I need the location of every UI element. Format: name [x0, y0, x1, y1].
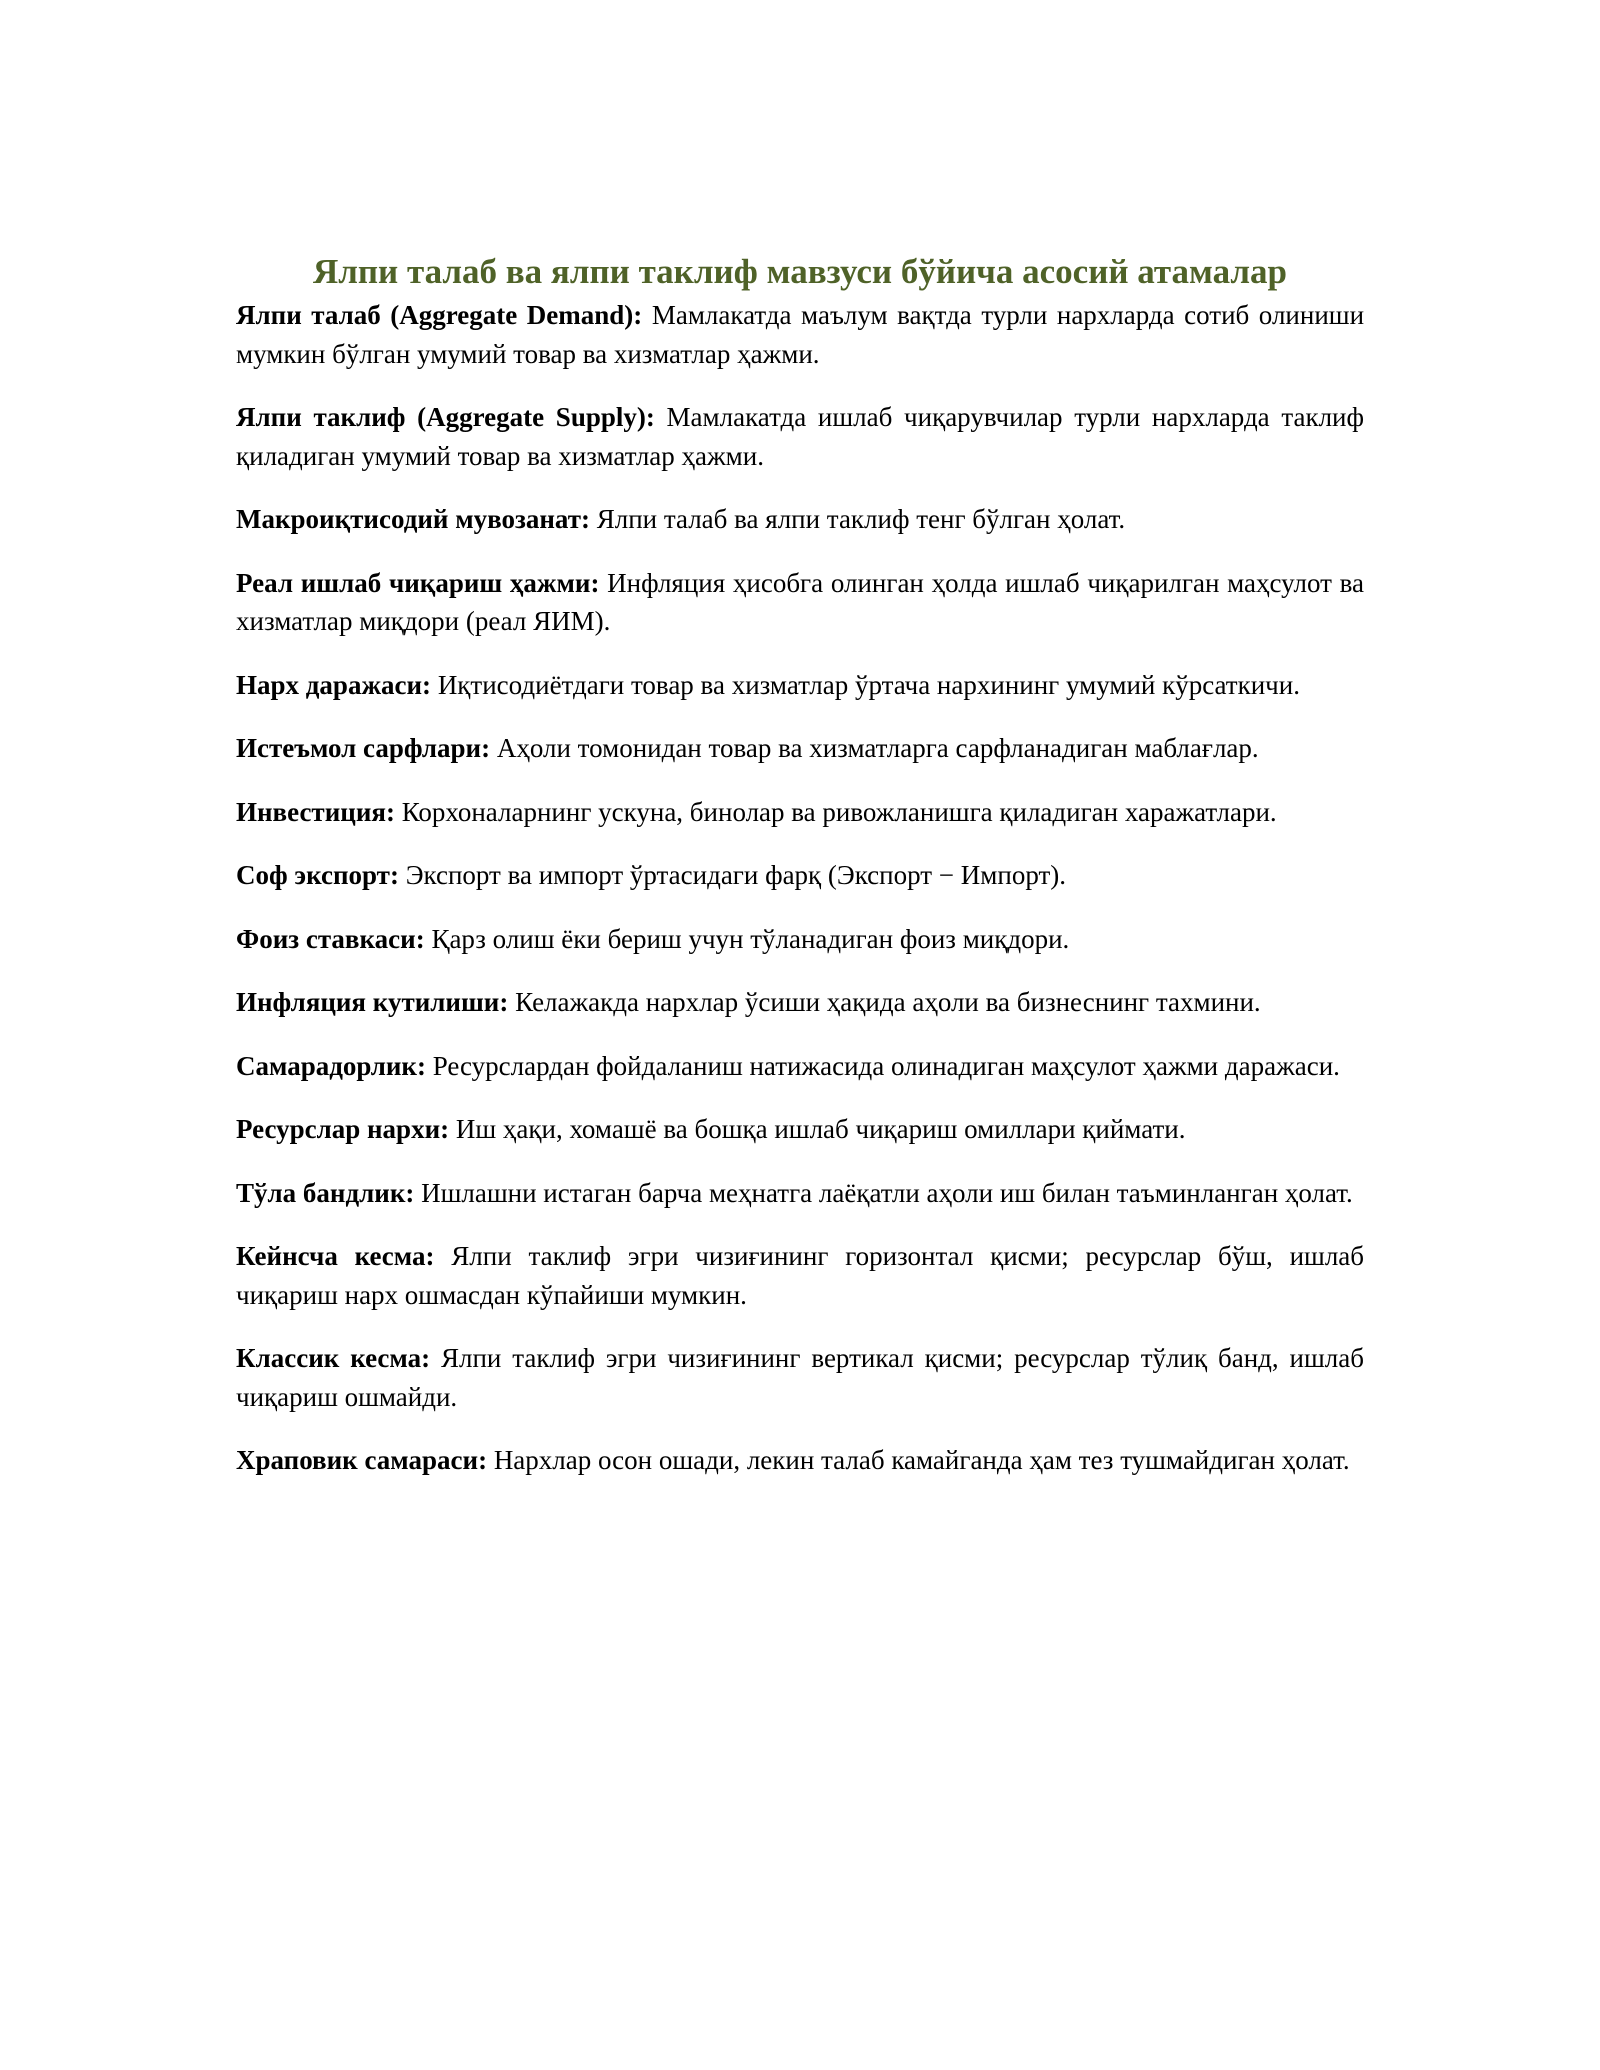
term-entry	[236, 793, 1364, 832]
term-name: Инвестиция:	[236, 796, 395, 827]
term-name: Фоиз ставкаси:	[236, 923, 425, 954]
term-definition: Ресурслардан фойдаланиш натижасида олинадиган маҳсулот ҳажми даражаси.	[432, 1050, 1340, 1081]
term-definition: Келажакда нархлар ўсиши ҳақида аҳоли ва бизнеснинг тахмини.	[515, 987, 1261, 1017]
term-name: Инфляция кутилиши:	[236, 987, 509, 1017]
term-definition: Мамлакатда ишлаб чиқарувчилар турли нархларда таклиф қиладиган умумий товар ва хизматлар ҳажми.	[236, 402, 1364, 471]
term-entry	[236, 983, 1364, 1022]
term-name: Тўла бандлик:	[236, 1177, 415, 1208]
term-entry	[236, 500, 1364, 539]
page-title: Ялпи талаб ва ялпи таклиф мавзуси бўйича асосий атамалар	[312, 252, 1288, 291]
term-name: Истеъмол сарфлари:	[236, 733, 491, 763]
term-entry	[236, 666, 1364, 705]
term-name: Ресурслар нархи:	[236, 1114, 450, 1144]
term-entry	[236, 398, 1364, 475]
term-name: Реал ишлаб чиқариш ҳажми:	[236, 567, 600, 598]
term-definition: Инфляция ҳисобга олинган ҳолда ишлаб чиқарилган маҳсулот ва хизматлар миқдори (реал ЯИМ).	[236, 567, 1364, 636]
term-definition: Экспорт ва импорт ўртасидаги фарқ (Экспорт − Импорт).	[405, 860, 1067, 890]
term-name: Соф экспорт:	[236, 860, 399, 890]
term-entry	[236, 1339, 1364, 1416]
term-definition: Қарз олиш ёки бериш учун тўланадиган фоиз миқдори.	[431, 923, 1070, 954]
term-name: Макроиқтисодий мувозанат:	[236, 504, 590, 534]
term-definition: Ишлашни истаган барча меҳнатга лаёқатли аҳоли иш билан таъминланган ҳолат.	[421, 1177, 1353, 1208]
term-entry	[236, 564, 1364, 641]
term-name: Нарх даражаси:	[236, 669, 432, 700]
term-definition: Мамлакатда маълум вақтда турли нархларда сотиб олиниши мумкин бўлган умумий товар ва хизматлар ҳажми.	[236, 300, 1365, 369]
term-entry	[236, 856, 1364, 895]
term-entry	[236, 296, 1364, 373]
term-name: Ялпи таклиф (Aggregate Supply):	[236, 402, 655, 432]
term-definition: Ялпи таклиф эгри чизиғининг горизонтал қисми; ресурслар бўш, ишлаб чиқариш нарх ошмасдан кўпайиши мумкин.	[236, 1241, 1365, 1310]
term-definition: Ялпи талаб ва ялпи таклиф тенг бўлган ҳолат.	[596, 504, 1126, 534]
term-definition: Иш ҳақи, хомашё ва бошқа ишлаб чиқариш омиллари қиймати.	[455, 1114, 1186, 1144]
term-name: Храповик самараси:	[236, 1445, 488, 1475]
term-name: Ялпи талаб (Aggregate Demand):	[236, 300, 643, 330]
term-name: Самарадорлик:	[236, 1050, 426, 1081]
term-definition: Ялпи таклиф эгри чизиғининг вертикал қисми; ресурслар тўлиқ банд, ишлаб чиқариш ошмайди.	[236, 1343, 1364, 1412]
term-name: Кейнсча кесма:	[236, 1241, 435, 1271]
term-list	[236, 296, 1364, 1505]
term-definition: Корхоналарнинг ускуна, бинолар ва ривожланишга қиладиган харажатлари.	[401, 796, 1277, 827]
term-entry	[236, 1174, 1364, 1213]
term-entry	[236, 1237, 1364, 1314]
term-definition: Иқтисодиётдаги товар ва хизматлар ўртача нархининг умумий кўрсаткичи.	[437, 669, 1300, 700]
term-definition: Нархлар осон ошади, лекин талаб камайганда ҳам тез тушмайдиган ҳолат.	[493, 1445, 1350, 1475]
term-entry	[236, 1441, 1364, 1480]
term-entry	[236, 1110, 1364, 1149]
term-name: Классик кесма:	[236, 1343, 431, 1373]
term-entry	[236, 920, 1364, 959]
term-entry	[236, 1047, 1364, 1086]
term-entry	[236, 729, 1364, 768]
term-definition: Аҳоли томонидан товар ва хизматларга сарфланадиган маблағлар.	[496, 733, 1259, 763]
